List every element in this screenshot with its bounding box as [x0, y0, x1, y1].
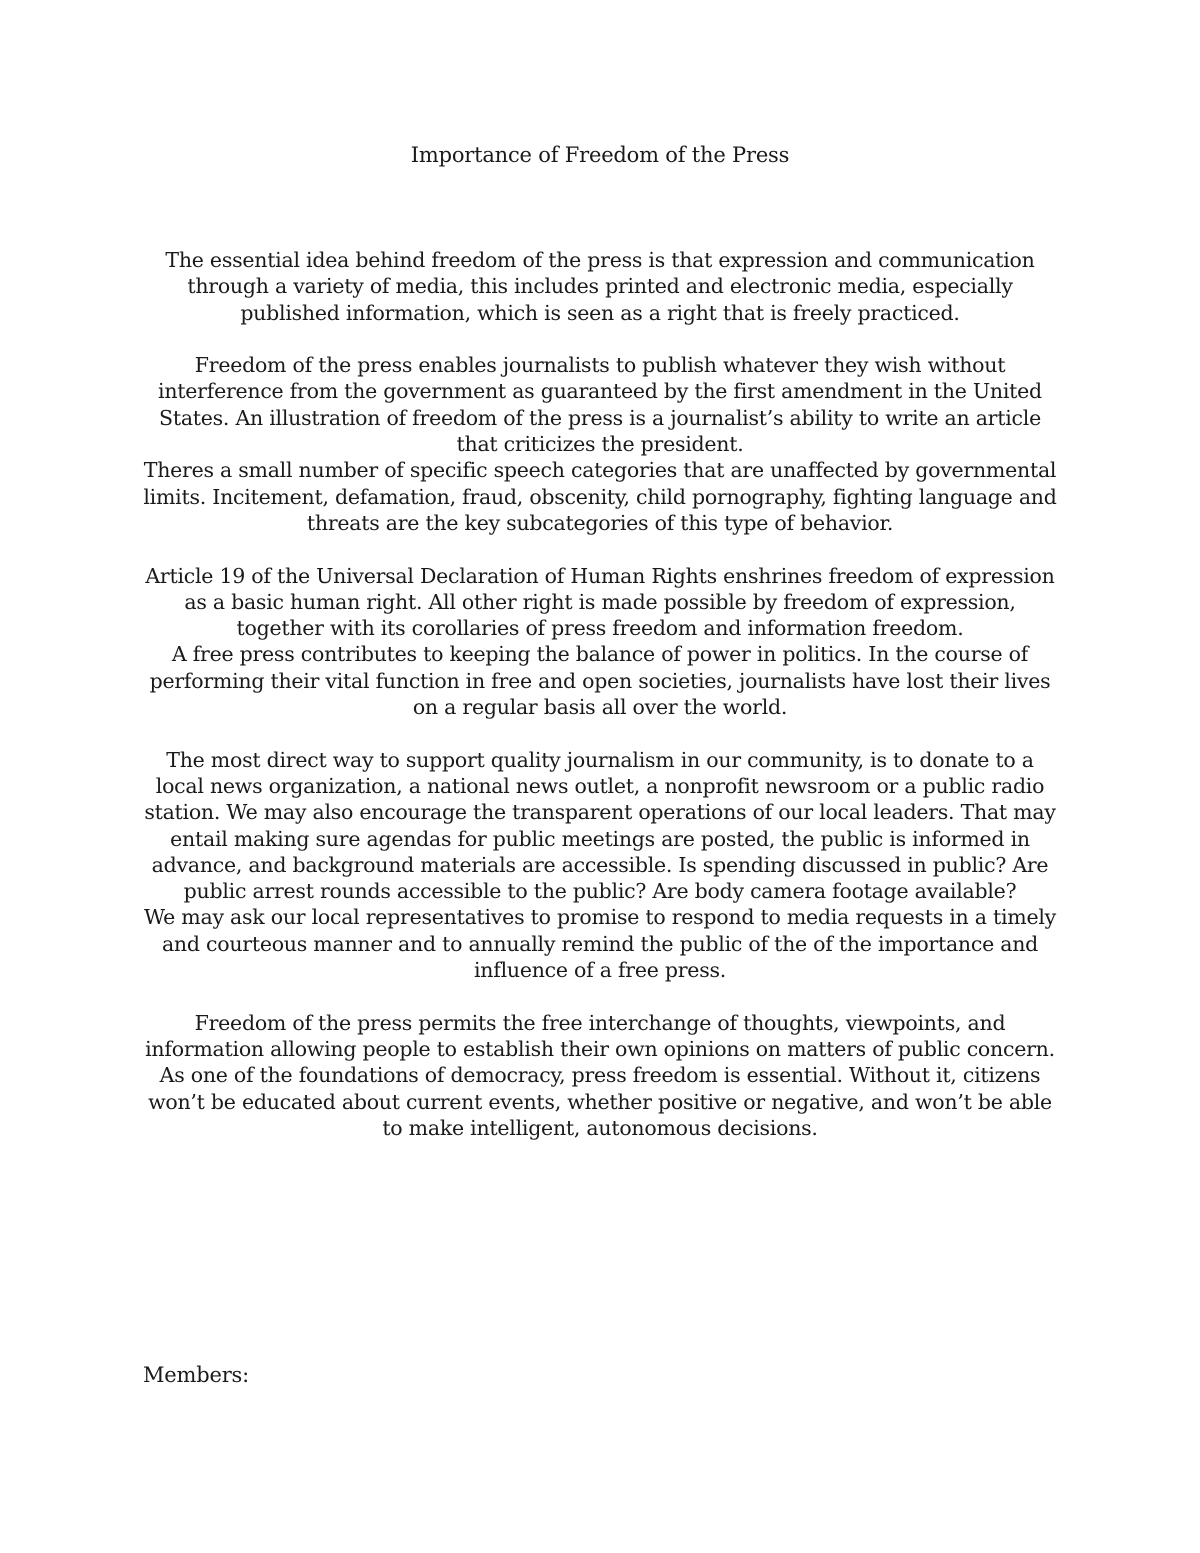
paragraph-local-representatives: We may ask our local representatives to promise to respond to media requests in a timely and courteous manner and to annually remind the public of the of the importance and influence of a free press. [143, 905, 1057, 983]
paragraph-speech-categories: Theres a small number of specific speech categories that are unaffected by governmental limits. Incitement, defamation, fraud, obscenity, child pornography, fighting language and threats are the key subcategories of this type of behavior. [143, 458, 1057, 535]
paragraph-journalist-rights: Freedom of the press enables journalists to publish whatever they wish without interference from the government as guaranteed by the first amendment in the United States. An illustration of freedom of the press is a journalist’s ability to write an article that criticizes the president. [158, 353, 1042, 457]
document-title: Importance of Freedom of the Press [410, 143, 790, 167]
document-body [140, 247, 1060, 1141]
paragraph-spacer [140, 720, 1060, 746]
paragraph-freedom-definition: The essential idea behind freedom of the press is that expression and communication through a variety of media, this includes printed and electronic media, especially published information, which is seen as a right that is freely practiced. [165, 248, 1035, 325]
paragraph-spacer [140, 536, 1060, 562]
paragraph-support-journalism: The most direct way to support quality journalism in our community, is to donate to a local news organization, a national news outlet, a nonprofit newsroom or a public radio station. We may also encourage the transparent operations of our local leaders. That may entail making sure agendas for public meetings are posted, the public is informed in advance, and background materials are accessible. Is spending discussed in public? Are public arrest rounds accessible to the public? Are body camera footage available? [144, 747, 1056, 904]
paragraph-free-interchange: Freedom of the press permits the free interchange of thoughts, viewpoints, and information allowing people to establish their own opinions on matters of public concern. As one of the foundations of democracy, press freedom is essential. Without it, citizens won’t be educated about current events, whether positive or negative, and won’t be able to make intelligent, autonomous decisions. [145, 1010, 1055, 1140]
paragraph-spacer [140, 983, 1060, 1009]
paragraph-balance-of-power: A free press contributes to keeping the balance of power in politics. In the course of performing their vital function in free and open societies, journalists have lost their lives on a regular basis all over the world. [149, 642, 1051, 720]
members-label: Members: [143, 1363, 250, 1387]
paragraph-spacer [140, 326, 1060, 352]
paragraph-article-19: Article 19 of the Universal Declaration of Human Rights enshrines freedom of expression as a basic human right. All other right is made possible by freedom of expression, together with its corollaries of press freedom and information freedom. [145, 563, 1055, 641]
